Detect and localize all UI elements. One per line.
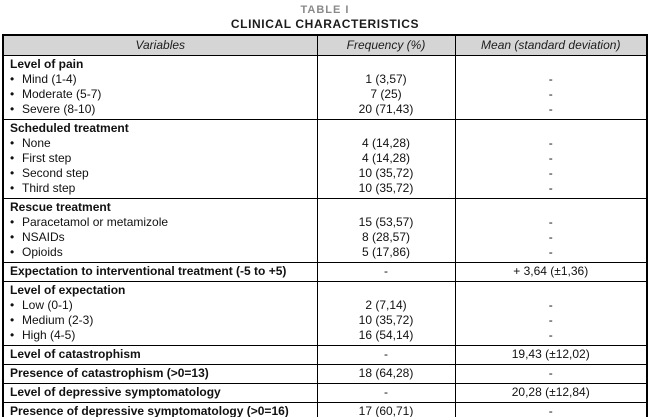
table-row xyxy=(3,364,647,383)
mean-value: - xyxy=(548,180,553,195)
variable-cell xyxy=(3,55,317,119)
bullet-icon: • xyxy=(10,229,15,244)
frequency-value: - xyxy=(317,383,455,402)
frequency-value: 10 (35,72) xyxy=(358,312,414,327)
bullet-item: • Second step xyxy=(10,165,89,180)
bullet-item: • Moderate (5-7) xyxy=(10,86,102,101)
table-row xyxy=(3,345,647,364)
table-row xyxy=(3,383,647,402)
table-row xyxy=(3,198,647,262)
section-label: Rescue treatment xyxy=(10,199,111,214)
table-header-row xyxy=(3,35,647,55)
mean-value: - xyxy=(548,86,553,101)
bullet-item: • None xyxy=(10,135,51,150)
frequency-value: 15 (53,57) xyxy=(358,214,414,229)
mean-cell xyxy=(455,281,647,345)
frequency-value: 5 (17,86) xyxy=(361,244,411,259)
column-header-mean: Mean (standard deviation) xyxy=(455,35,647,55)
frequency-cell xyxy=(317,198,455,262)
bullet-item: • First step xyxy=(10,150,72,165)
frequency-value: 4 (14,28) xyxy=(361,150,411,165)
bullet-item: • Medium (2-3) xyxy=(10,312,94,327)
frequency-value: 20 (71,43) xyxy=(358,101,414,116)
bullet-icon: • xyxy=(10,86,15,101)
frequency-cell xyxy=(317,55,455,119)
section-label: Scheduled treatment xyxy=(10,120,129,135)
mean-cell xyxy=(455,198,647,262)
mean-cell xyxy=(455,55,647,119)
bullet-item: • Opioids xyxy=(10,244,63,259)
bullet-icon: • xyxy=(10,297,15,312)
column-header-frequency: Frequency (%) xyxy=(317,35,455,55)
frequency-value: 16 (54,14) xyxy=(358,327,414,342)
bullet-icon: • xyxy=(10,101,15,116)
bullet-item: • Third step xyxy=(10,180,76,195)
table-title-block xyxy=(0,0,650,31)
mean-value: - xyxy=(548,244,553,259)
mean-value: - xyxy=(548,165,553,180)
bullet-icon: • xyxy=(10,165,15,180)
table-row xyxy=(3,262,647,281)
bullet-item: • NSAIDs xyxy=(10,229,65,244)
frequency-cell xyxy=(317,119,455,198)
variable-label: Level of catastrophism xyxy=(3,345,317,364)
mean-value: - xyxy=(548,297,553,312)
frequency-cell xyxy=(317,281,455,345)
clinical-characteristics-table xyxy=(2,34,648,417)
bullet-item: • High (4-5) xyxy=(10,327,76,342)
spacer-line xyxy=(320,283,453,298)
mean-cell xyxy=(455,119,647,198)
bullet-icon: • xyxy=(10,180,15,195)
frequency-value: 18 (64,28) xyxy=(317,364,455,383)
bullet-icon: • xyxy=(10,244,15,259)
frequency-value: 2 (7,14) xyxy=(365,297,407,312)
table-row xyxy=(3,55,647,119)
bullet-icon: • xyxy=(10,312,15,327)
mean-value: - xyxy=(548,101,553,116)
section-label: Level of pain xyxy=(10,56,84,71)
spacer-line xyxy=(458,283,645,298)
frequency-value: 10 (35,72) xyxy=(358,165,414,180)
mean-value: 19,43 (±12,02) xyxy=(455,345,647,364)
frequency-value: - xyxy=(317,262,455,281)
mean-value: - xyxy=(455,364,647,383)
mean-value: - xyxy=(548,71,553,86)
bullet-item: • Paracetamol or metamizole xyxy=(10,214,169,229)
frequency-value: - xyxy=(317,345,455,364)
table-row xyxy=(3,281,647,345)
variable-cell xyxy=(3,119,317,198)
variable-label: Presence of catastrophism (>0=13) xyxy=(3,364,317,383)
bullet-icon: • xyxy=(10,71,15,86)
bullet-item: • Mind (1-4) xyxy=(10,71,77,86)
table-number-title: TABLE I xyxy=(300,4,350,16)
mean-value: - xyxy=(455,402,647,417)
frequency-value: 10 (35,72) xyxy=(358,180,414,195)
bullet-icon: • xyxy=(10,327,15,342)
mean-value: - xyxy=(548,150,553,165)
spacer-line xyxy=(320,121,453,136)
frequency-value: 1 (3,57) xyxy=(365,71,407,86)
table-body xyxy=(3,55,647,417)
bullet-icon: • xyxy=(10,135,15,150)
mean-value: - xyxy=(548,327,553,342)
bullet-icon: • xyxy=(10,150,15,165)
spacer-line xyxy=(320,200,453,215)
section-label: Level of expectation xyxy=(10,282,126,297)
mean-value: - xyxy=(548,135,553,150)
variable-label: Expectation to interventional treatment (-5 to +5) xyxy=(3,262,317,281)
variable-cell xyxy=(3,198,317,262)
variable-label: Presence of depressive symptomatology (>0=16) xyxy=(3,402,317,417)
mean-value: 20,28 (±12,84) xyxy=(455,383,647,402)
bullet-item: • Severe (8-10) xyxy=(10,101,96,116)
frequency-value: 4 (14,28) xyxy=(361,135,411,150)
mean-value: - xyxy=(548,214,553,229)
variable-label: Level of depressive symptomatology xyxy=(3,383,317,402)
column-header-variables: Variables xyxy=(3,35,317,55)
mean-value: + 3,64 (±1,36) xyxy=(455,262,647,281)
frequency-value: 7 (25) xyxy=(370,86,402,101)
bullet-item: • Low (0-1) xyxy=(10,297,73,312)
bullet-icon: • xyxy=(10,214,15,229)
spacer-line xyxy=(458,57,645,72)
table-row xyxy=(3,402,647,417)
table-caption: CLINICAL CHARACTERISTICS xyxy=(230,17,420,31)
mean-value: - xyxy=(548,229,553,244)
mean-value: - xyxy=(548,312,553,327)
table-row xyxy=(3,119,647,198)
spacer-line xyxy=(458,200,645,215)
frequency-value: 8 (28,57) xyxy=(361,229,411,244)
frequency-value: 17 (60,71) xyxy=(317,402,455,417)
spacer-line xyxy=(458,121,645,136)
spacer-line xyxy=(320,57,453,72)
variable-cell xyxy=(3,281,317,345)
